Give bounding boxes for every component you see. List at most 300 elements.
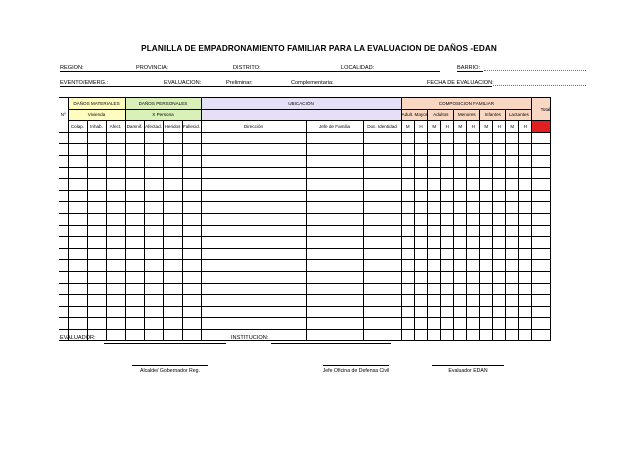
table-cell[interactable] — [201, 213, 306, 225]
table-cell[interactable] — [201, 132, 306, 144]
table-cell[interactable] — [467, 248, 480, 260]
table-cell[interactable] — [87, 132, 106, 144]
alcalde-signature-line[interactable] — [132, 365, 208, 366]
table-cell[interactable] — [493, 306, 506, 318]
table-cell[interactable] — [68, 318, 87, 330]
table-cell[interactable] — [363, 271, 401, 283]
table-cell[interactable] — [441, 295, 454, 307]
table-cell[interactable] — [519, 213, 532, 225]
table-cell[interactable] — [106, 202, 125, 214]
table-cell[interactable] — [306, 167, 363, 179]
table-cell[interactable] — [532, 260, 551, 272]
table-cell[interactable] — [532, 213, 551, 225]
table-cell[interactable] — [480, 329, 493, 341]
table-cell[interactable] — [201, 144, 306, 156]
table-cell[interactable] — [519, 283, 532, 295]
table-cell[interactable] — [454, 329, 467, 341]
table-cell[interactable] — [106, 237, 125, 249]
table-cell[interactable] — [401, 260, 414, 272]
table-cell[interactable] — [519, 225, 532, 237]
table-cell[interactable] — [363, 237, 401, 249]
table-cell[interactable] — [467, 190, 480, 202]
table-cell[interactable] — [519, 202, 532, 214]
table-cell[interactable] — [144, 202, 163, 214]
table-cell[interactable] — [493, 329, 506, 341]
table-cell[interactable] — [506, 132, 519, 144]
table-cell[interactable] — [59, 190, 68, 202]
table-cell[interactable] — [363, 318, 401, 330]
table-cell[interactable] — [125, 225, 144, 237]
table-cell[interactable] — [441, 167, 454, 179]
table-cell[interactable] — [467, 329, 480, 341]
table-cell[interactable] — [506, 213, 519, 225]
table-cell[interactable] — [506, 306, 519, 318]
table-cell[interactable] — [401, 329, 414, 341]
table-cell[interactable] — [506, 144, 519, 156]
table-cell[interactable] — [106, 225, 125, 237]
table-cell[interactable] — [428, 179, 441, 191]
table-cell[interactable] — [441, 225, 454, 237]
table-cell[interactable] — [454, 144, 467, 156]
table-cell[interactable] — [306, 213, 363, 225]
table-cell[interactable] — [454, 155, 467, 167]
table-cell[interactable] — [441, 213, 454, 225]
table-cell[interactable] — [506, 179, 519, 191]
table-cell[interactable] — [363, 167, 401, 179]
table-cell[interactable] — [163, 213, 182, 225]
table-cell[interactable] — [493, 225, 506, 237]
table-cell[interactable] — [144, 318, 163, 330]
table-cell[interactable] — [480, 283, 493, 295]
table-cell[interactable] — [532, 271, 551, 283]
table-cell[interactable] — [87, 295, 106, 307]
table-cell[interactable] — [480, 260, 493, 272]
table-cell[interactable] — [401, 271, 414, 283]
table-cell[interactable] — [125, 179, 144, 191]
table-cell[interactable] — [532, 179, 551, 191]
table-cell[interactable] — [428, 237, 441, 249]
table-cell[interactable] — [182, 167, 201, 179]
table-cell[interactable] — [163, 202, 182, 214]
table-cell[interactable] — [306, 318, 363, 330]
table-cell[interactable] — [467, 179, 480, 191]
table-cell[interactable] — [428, 155, 441, 167]
table-cell[interactable] — [363, 260, 401, 272]
table-cell[interactable] — [87, 213, 106, 225]
table-cell[interactable] — [480, 306, 493, 318]
table-cell[interactable] — [306, 190, 363, 202]
table-cell[interactable] — [182, 155, 201, 167]
table-cell[interactable] — [182, 318, 201, 330]
table-cell[interactable] — [480, 190, 493, 202]
table-cell[interactable] — [532, 295, 551, 307]
table-cell[interactable] — [506, 190, 519, 202]
table-cell[interactable] — [144, 306, 163, 318]
table-cell[interactable] — [182, 329, 201, 341]
institucion-field[interactable] — [271, 343, 391, 344]
table-cell[interactable] — [182, 283, 201, 295]
table-cell[interactable] — [401, 306, 414, 318]
table-cell[interactable] — [519, 190, 532, 202]
table-cell[interactable] — [59, 225, 68, 237]
table-cell[interactable] — [454, 260, 467, 272]
table-cell[interactable] — [441, 283, 454, 295]
table-cell[interactable] — [144, 144, 163, 156]
table-cell[interactable] — [163, 155, 182, 167]
table-cell[interactable] — [306, 144, 363, 156]
table-cell[interactable] — [401, 248, 414, 260]
table-cell[interactable] — [532, 132, 551, 144]
table-cell[interactable] — [363, 248, 401, 260]
table-cell[interactable] — [163, 318, 182, 330]
table-cell[interactable] — [106, 144, 125, 156]
table-cell[interactable] — [506, 225, 519, 237]
table-cell[interactable] — [59, 295, 68, 307]
table-cell[interactable] — [363, 144, 401, 156]
table-cell[interactable] — [454, 318, 467, 330]
table-cell[interactable] — [506, 167, 519, 179]
table-cell[interactable] — [182, 260, 201, 272]
table-cell[interactable] — [201, 248, 306, 260]
table-cell[interactable] — [428, 295, 441, 307]
table-cell[interactable] — [306, 225, 363, 237]
table-cell[interactable] — [401, 132, 414, 144]
table-cell[interactable] — [59, 132, 68, 144]
table-cell[interactable] — [363, 213, 401, 225]
table-cell[interactable] — [414, 132, 427, 144]
table-cell[interactable] — [68, 271, 87, 283]
table-cell[interactable] — [201, 306, 306, 318]
table-cell[interactable] — [519, 271, 532, 283]
table-cell[interactable] — [428, 329, 441, 341]
table-cell[interactable] — [87, 260, 106, 272]
table-cell[interactable] — [144, 283, 163, 295]
table-cell[interactable] — [144, 237, 163, 249]
table-cell[interactable] — [506, 318, 519, 330]
table-cell[interactable] — [87, 144, 106, 156]
table-cell[interactable] — [182, 132, 201, 144]
table-cell[interactable] — [87, 190, 106, 202]
table-cell[interactable] — [493, 237, 506, 249]
table-cell[interactable] — [532, 225, 551, 237]
table-cell[interactable] — [428, 271, 441, 283]
table-cell[interactable] — [363, 155, 401, 167]
table-cell[interactable] — [163, 144, 182, 156]
table-cell[interactable] — [68, 155, 87, 167]
table-cell[interactable] — [306, 295, 363, 307]
table-cell[interactable] — [428, 248, 441, 260]
table-cell[interactable] — [201, 237, 306, 249]
table-cell[interactable] — [401, 318, 414, 330]
table-cell[interactable] — [467, 132, 480, 144]
table-cell[interactable] — [493, 167, 506, 179]
table-cell[interactable] — [144, 295, 163, 307]
table-cell[interactable] — [182, 306, 201, 318]
table-cell[interactable] — [306, 306, 363, 318]
table-cell[interactable] — [306, 132, 363, 144]
table-cell[interactable] — [106, 329, 125, 341]
table-cell[interactable] — [87, 179, 106, 191]
table-cell[interactable] — [467, 295, 480, 307]
table-cell[interactable] — [125, 329, 144, 341]
table-cell[interactable] — [59, 248, 68, 260]
table-cell[interactable] — [414, 179, 427, 191]
table-cell[interactable] — [306, 283, 363, 295]
table-cell[interactable] — [87, 283, 106, 295]
table-cell[interactable] — [363, 179, 401, 191]
table-cell[interactable] — [532, 202, 551, 214]
table-cell[interactable] — [59, 155, 68, 167]
table-cell[interactable] — [454, 202, 467, 214]
table-cell[interactable] — [144, 213, 163, 225]
table-cell[interactable] — [68, 132, 87, 144]
table-cell[interactable] — [441, 237, 454, 249]
table-cell[interactable] — [401, 179, 414, 191]
table-cell[interactable] — [519, 306, 532, 318]
table-cell[interactable] — [401, 144, 414, 156]
table-cell[interactable] — [306, 329, 363, 341]
table-cell[interactable] — [506, 271, 519, 283]
table-cell[interactable] — [454, 283, 467, 295]
table-cell[interactable] — [506, 283, 519, 295]
table-cell[interactable] — [201, 179, 306, 191]
table-cell[interactable] — [106, 190, 125, 202]
table-cell[interactable] — [59, 306, 68, 318]
table-cell[interactable] — [106, 248, 125, 260]
table-cell[interactable] — [519, 237, 532, 249]
table-cell[interactable] — [401, 225, 414, 237]
table-cell[interactable] — [414, 306, 427, 318]
table-cell[interactable] — [125, 213, 144, 225]
table-cell[interactable] — [201, 190, 306, 202]
table-cell[interactable] — [480, 318, 493, 330]
table-cell[interactable] — [519, 260, 532, 272]
table-cell[interactable] — [59, 144, 68, 156]
table-cell[interactable] — [59, 318, 68, 330]
table-cell[interactable] — [519, 144, 532, 156]
table-cell[interactable] — [125, 318, 144, 330]
table-cell[interactable] — [493, 155, 506, 167]
table-cell[interactable] — [306, 179, 363, 191]
table-cell[interactable] — [144, 260, 163, 272]
table-cell[interactable] — [201, 260, 306, 272]
table-cell[interactable] — [401, 213, 414, 225]
table-cell[interactable] — [480, 237, 493, 249]
table-cell[interactable] — [532, 167, 551, 179]
table-cell[interactable] — [68, 213, 87, 225]
table-cell[interactable] — [163, 237, 182, 249]
table-cell[interactable] — [125, 237, 144, 249]
table-cell[interactable] — [363, 329, 401, 341]
table-cell[interactable] — [428, 213, 441, 225]
table-cell[interactable] — [414, 202, 427, 214]
table-cell[interactable] — [59, 167, 68, 179]
table-cell[interactable] — [428, 202, 441, 214]
evaluador-field[interactable] — [104, 343, 226, 344]
table-cell[interactable] — [414, 295, 427, 307]
table-cell[interactable] — [306, 155, 363, 167]
table-cell[interactable] — [414, 318, 427, 330]
table-cell[interactable] — [363, 306, 401, 318]
table-cell[interactable] — [480, 248, 493, 260]
table-cell[interactable] — [480, 155, 493, 167]
table-cell[interactable] — [125, 283, 144, 295]
table-cell[interactable] — [441, 132, 454, 144]
table-cell[interactable] — [519, 179, 532, 191]
table-cell[interactable] — [519, 318, 532, 330]
table-cell[interactable] — [363, 283, 401, 295]
table-cell[interactable] — [493, 318, 506, 330]
table-cell[interactable] — [163, 295, 182, 307]
table-cell[interactable] — [493, 144, 506, 156]
table-cell[interactable] — [454, 179, 467, 191]
table-cell[interactable] — [144, 190, 163, 202]
table-cell[interactable] — [519, 295, 532, 307]
table-cell[interactable] — [68, 144, 87, 156]
table-cell[interactable] — [467, 202, 480, 214]
table-cell[interactable] — [428, 144, 441, 156]
table-cell[interactable] — [144, 271, 163, 283]
table-cell[interactable] — [401, 202, 414, 214]
table-cell[interactable] — [441, 179, 454, 191]
table-cell[interactable] — [467, 213, 480, 225]
table-cell[interactable] — [414, 167, 427, 179]
table-cell[interactable] — [532, 248, 551, 260]
table-cell[interactable] — [493, 132, 506, 144]
table-cell[interactable] — [125, 190, 144, 202]
table-cell[interactable] — [163, 179, 182, 191]
table-cell[interactable] — [106, 271, 125, 283]
table-cell[interactable] — [532, 237, 551, 249]
table-cell[interactable] — [493, 248, 506, 260]
table-cell[interactable] — [441, 260, 454, 272]
table-cell[interactable] — [467, 306, 480, 318]
table-cell[interactable] — [125, 167, 144, 179]
table-cell[interactable] — [467, 155, 480, 167]
table-cell[interactable] — [182, 295, 201, 307]
table-cell[interactable] — [87, 202, 106, 214]
table-cell[interactable] — [506, 260, 519, 272]
table-cell[interactable] — [441, 190, 454, 202]
table-cell[interactable] — [480, 202, 493, 214]
table-cell[interactable] — [201, 225, 306, 237]
table-cell[interactable] — [454, 248, 467, 260]
table-cell[interactable] — [68, 179, 87, 191]
table-cell[interactable] — [201, 295, 306, 307]
table-cell[interactable] — [480, 271, 493, 283]
table-cell[interactable] — [454, 167, 467, 179]
table-cell[interactable] — [163, 132, 182, 144]
table-cell[interactable] — [125, 144, 144, 156]
table-cell[interactable] — [519, 155, 532, 167]
table-cell[interactable] — [414, 190, 427, 202]
table-cell[interactable] — [493, 271, 506, 283]
table-cell[interactable] — [428, 260, 441, 272]
table-cell[interactable] — [163, 271, 182, 283]
table-cell[interactable] — [201, 283, 306, 295]
table-cell[interactable] — [454, 295, 467, 307]
table-cell[interactable] — [467, 271, 480, 283]
table-cell[interactable] — [414, 260, 427, 272]
table-cell[interactable] — [493, 202, 506, 214]
table-cell[interactable] — [441, 248, 454, 260]
table-cell[interactable] — [401, 190, 414, 202]
table-cell[interactable] — [467, 167, 480, 179]
table-cell[interactable] — [454, 190, 467, 202]
table-cell[interactable] — [306, 260, 363, 272]
table-cell[interactable] — [125, 155, 144, 167]
evaluador-edan-signature-line[interactable] — [432, 365, 504, 366]
table-cell[interactable] — [106, 283, 125, 295]
table-cell[interactable] — [480, 144, 493, 156]
table-cell[interactable] — [125, 248, 144, 260]
table-cell[interactable] — [182, 237, 201, 249]
table-cell[interactable] — [182, 248, 201, 260]
table-cell[interactable] — [59, 260, 68, 272]
table-cell[interactable] — [493, 190, 506, 202]
table-cell[interactable] — [306, 248, 363, 260]
table-cell[interactable] — [163, 190, 182, 202]
table-cell[interactable] — [106, 260, 125, 272]
table-cell[interactable] — [441, 144, 454, 156]
table-cell[interactable] — [401, 295, 414, 307]
table-cell[interactable] — [493, 295, 506, 307]
table-cell[interactable] — [182, 225, 201, 237]
table-cell[interactable] — [506, 202, 519, 214]
table-cell[interactable] — [182, 190, 201, 202]
table-cell[interactable] — [144, 225, 163, 237]
table-cell[interactable] — [441, 155, 454, 167]
table-cell[interactable] — [125, 271, 144, 283]
table-cell[interactable] — [454, 132, 467, 144]
table-cell[interactable] — [144, 155, 163, 167]
table-cell[interactable] — [163, 225, 182, 237]
table-cell[interactable] — [428, 190, 441, 202]
table-cell[interactable] — [144, 179, 163, 191]
table-cell[interactable] — [106, 155, 125, 167]
table-cell[interactable] — [106, 295, 125, 307]
table-cell[interactable] — [68, 225, 87, 237]
table-cell[interactable] — [480, 167, 493, 179]
table-cell[interactable] — [87, 306, 106, 318]
table-cell[interactable] — [414, 248, 427, 260]
table-cell[interactable] — [454, 213, 467, 225]
table-cell[interactable] — [454, 225, 467, 237]
table-cell[interactable] — [441, 329, 454, 341]
table-cell[interactable] — [363, 190, 401, 202]
table-cell[interactable] — [201, 271, 306, 283]
table-cell[interactable] — [467, 260, 480, 272]
table-cell[interactable] — [125, 202, 144, 214]
table-cell[interactable] — [363, 202, 401, 214]
table-cell[interactable] — [480, 179, 493, 191]
table-cell[interactable] — [480, 225, 493, 237]
table-cell[interactable] — [144, 248, 163, 260]
table-cell[interactable] — [68, 283, 87, 295]
table-cell[interactable] — [414, 225, 427, 237]
table-cell[interactable] — [401, 237, 414, 249]
table-cell[interactable] — [201, 202, 306, 214]
table-cell[interactable] — [454, 237, 467, 249]
table-cell[interactable] — [454, 306, 467, 318]
table-cell[interactable] — [163, 260, 182, 272]
table-cell[interactable] — [87, 248, 106, 260]
table-cell[interactable] — [506, 155, 519, 167]
table-cell[interactable] — [182, 144, 201, 156]
table-cell[interactable] — [467, 318, 480, 330]
table-cell[interactable] — [163, 283, 182, 295]
table-cell[interactable] — [414, 155, 427, 167]
